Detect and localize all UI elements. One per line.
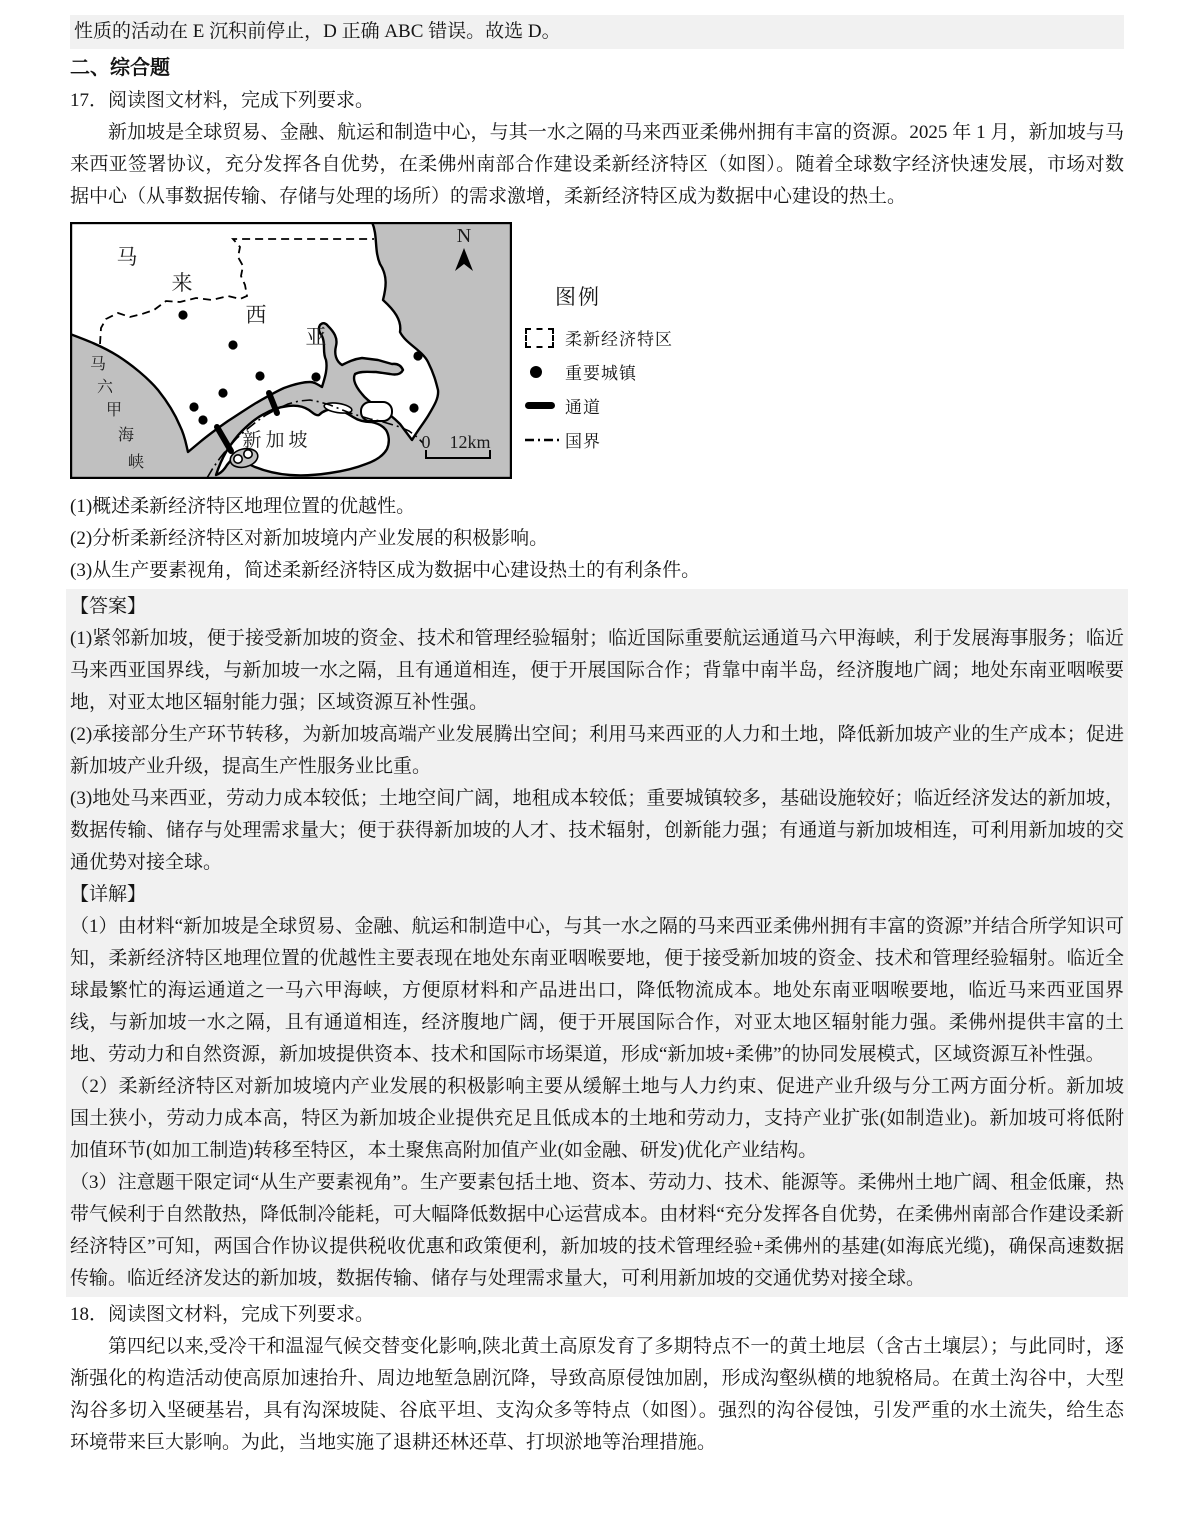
question-17-sub-3: (3)从生产要素视角，简述柔新经济特区成为数据中心建设热土的有利条件。 [70,560,701,581]
detail-item-2: （2）柔新经济特区对新加坡境内产业发展的积极影响主要从缓解土地与人力约束、促进产业升级与分工两方面分析。新加坡国土狭小，劳动力成本高，特区为新加坡企业提供充足且低成本的土地和劳动力，支持产业扩张(如制造业)。新加坡可将低附加值环节(如加工制造)转移至特区，本土聚焦高附加值产业(如金融、研发)优化产业结构。 [70,1076,1124,1161]
legend-label-channel: 通道 [565,398,601,417]
map-figure [70,219,1124,481]
town-dot [218,388,227,397]
town-dot [311,372,320,381]
town-swatch-icon [525,366,565,378]
legend-label-border: 国界 [565,432,601,451]
label-strait-char-3: 甲 [105,402,123,419]
label-malaysia-char-2: 来 [171,271,193,295]
question-18-title: 18．阅读图文材料，完成下列要求。 [70,1304,375,1325]
question-18-material: 第四纪以来,受冷干和温湿气候交替变化影响,陕北黄土高原发育了多期特点不一的黄土地层（含古土壤层）；与此同时，逐渐强化的构造活动使高原加速抬升、周边地堑急剧沉降，导致高原侵蚀加剧，形成沟壑纵横的地貌格局。在黄土沟谷中，大型沟谷多切入坚硬基岩，具有沟深坡陡、谷底平坦、支沟众多等特点（如图）。强烈的沟谷侵蚀，引发严重的水土流失，给生态环境带来巨大影响。为此，当地实施了退耕还林还草、打坝淤地等治理措施。 [70,1336,1124,1453]
legend-title: 图例 [555,285,601,309]
small-island-1 [234,455,242,463]
previous-answer-text: 性质的活动在 E 沉积前停止，D 正确 ABC 错误。故选 D。 [74,21,561,42]
scale-zero: 0 [421,432,431,452]
border-swatch-icon [525,436,565,444]
legend-label-town: 重要城镇 [565,364,637,383]
legend-row-border [525,427,673,452]
legend-label-zone: 柔新经济特区 [565,330,673,349]
town-dot [409,403,418,412]
economic-zone-swatch-icon [525,328,565,348]
north-label: N [456,225,472,247]
label-malaysia-char-4: 亚 [305,325,327,349]
town-dot [198,415,207,424]
town-dot [413,351,422,360]
label-strait-char-2: 六 [96,379,114,396]
answer-item-2: (2)承接部分生产环节转移，为新加坡高端产业发展腾出空间；利用马来西亚的人力和土地，降低新加坡产业的生产成本；促进新加坡产业升级，提高生产性服务业比重。 [70,724,1124,777]
map-legend [525,281,673,461]
town-dot [178,310,187,319]
legend-row-zone [525,325,673,350]
answer-block-highlight [66,589,1128,1297]
small-island-2 [244,450,252,458]
question-17-sub-2: (2)分析柔新经济特区对新加坡境内产业发展的积极影响。 [70,528,549,549]
question-17-sub-1: (1)概述柔新经济特区地理位置的优越性。 [70,496,416,517]
detail-label: 【详解】 [70,884,147,905]
question-17-title: 17．阅读图文材料，完成下列要求。 [70,90,375,111]
scale-distance: 12km [449,432,491,452]
legend-row-channel [525,393,673,418]
town-dot [228,340,237,349]
section-heading: 二、综合题 [70,57,170,79]
answer-item-3: (3)地处马来西亚，劳动力成本较低；土地空间广阔，地租成本较低；重要城镇较多，基础设施较好；临近经济发达的新加坡，数据传输、储存与处理需求量大；便于获得新加坡的人才、技术辐射，创新能力强；有通道与新加坡相连，可利用新加坡的交通优势对接全球。 [70,788,1124,873]
answer-item-1: (1)紧邻新加坡，便于接受新加坡的资金、技术和管理经验辐射；临近国际重要航运通道马六甲海峡，利于发展海事服务；临近马来西亚国界线，与新加坡一水之隔，且有通道相连，便于开展国际合作；背靠中南半岛，经济腹地广阔；地处东南亚咽喉要地，对亚太地区辐射能力强；区域资源互补性强。 [70,628,1124,713]
detail-item-3: （3）注意题干限定词“从生产要素视角”。生产要素包括土地、资本、劳动力、技术、能源等。柔佛州土地广阔、租金低廉，热带气候利于自然散热，降低制冷能耗，可大幅降低数据中心运营成本。由材料“充分发挥各自优势，在柔佛州南部合作建设柔新经济特区”可知，两国合作协议提供税收优惠和政策便利，新加坡的技术管理经验+柔佛州的基建(如海底光缆)，确保高速数据传输。临近经济发达的新加坡，数据传输、储存与处理需求量大，可利用新加坡的交通优势对接全球。 [70,1172,1124,1289]
town-dot [189,402,198,411]
label-strait-char-4: 海 [117,427,135,444]
label-strait-char-5: 峡 [127,454,145,471]
detail-item-1: （1）由材料“新加坡是全球贸易、金融、航运和制造中心，与其一水之隔的马来西亚柔佛州拥有丰富的资源”并结合所学知识可知，柔新经济特区地理位置的优越性主要表现在地处东南亚咽喉要地，便于接受新加坡的资金、技术和管理经验辐射。临近全球最繁忙的海运通道之一马六甲海峡，方便原材料和产品进出口，降低物流成本。地处东南亚咽喉要地，临近马来西亚国界线，与新加坡一水之隔，且有通道相连，经济腹地广阔，便于开展国际合作，对亚太地区辐射能力强。柔佛州提供丰富的土地、劳动力和自然资源，新加坡提供资本、技术和国际市场渠道，形成“新加坡+柔佛”的协同发展模式，区域资源互补性强。 [70,916,1124,1065]
johor-singapore-map [70,222,512,479]
channel-swatch-icon [525,402,565,409]
legend-row-town [525,359,673,384]
question-17-material: 新加坡是全球贸易、金融、航运和制造中心，与其一水之隔的马来西亚柔佛州拥有丰富的资源。2025 年 1 月，新加坡与马来西亚签署协议，充分发挥各自优势，在柔佛州南部合作建设柔新经济特区（如图）。随着全球数字经济快速发展，市场对数据中心（从事数据传输、存储与处理的场所）的需求激增，柔新经济特区成为数据中心建设的热土。 [70,122,1124,207]
previous-answer-highlight [70,15,1124,49]
answer-label: 【答案】 [70,596,147,617]
label-strait-char-1: 马 [89,356,107,373]
label-singapore: 新加坡 [242,430,312,451]
label-malaysia-char-1: 马 [116,245,138,269]
label-malaysia-char-3: 西 [245,303,267,327]
town-dot [255,371,264,380]
